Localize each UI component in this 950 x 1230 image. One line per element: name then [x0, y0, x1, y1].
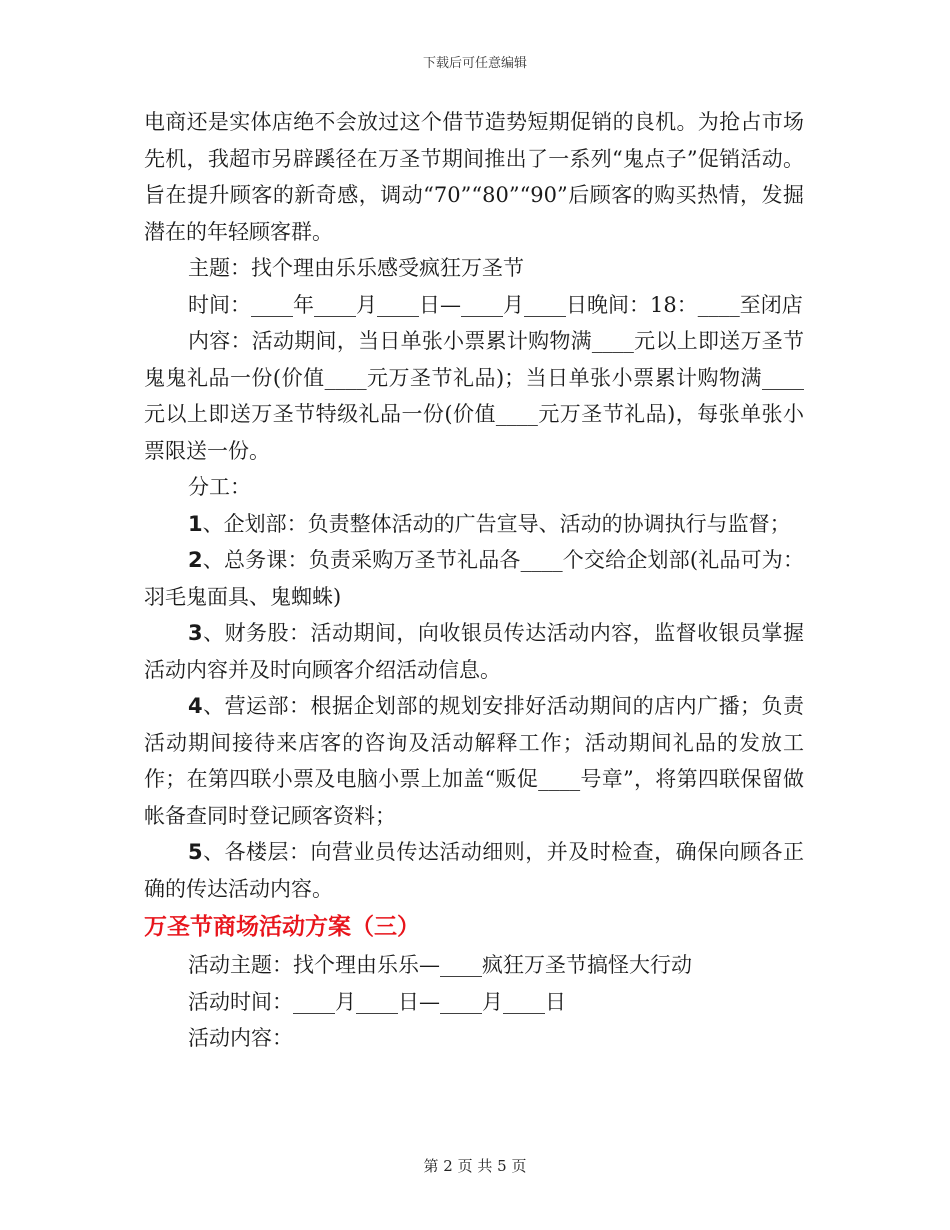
page-header-note: 下载后可任意编辑	[422, 56, 527, 71]
division-text: 、财务股：活动期间，向收银员传达活动内容，监督收银员掌握活动内容并及时向顾客介绍活动信息。	[144, 621, 804, 682]
division-item	[144, 615, 804, 688]
time-line: 时间：____年____月____日—____月____日晚间：18：____至闭店	[188, 292, 803, 317]
division-item	[144, 542, 804, 615]
division-number: 4	[188, 694, 203, 718]
content-paragraph: 内容：活动期间，当日单张小票累计购物满____元以上即送万圣节鬼鬼礼品一份(价值____元万圣节礼品)；当日单张小票累计购物满____元以上即送万圣节特级礼品一份(价值____元万圣节礼品)，每张单张小票限送一份。	[144, 329, 804, 463]
division-item	[144, 506, 804, 543]
section-title: 万圣节商场活动方案（三）	[144, 913, 420, 940]
division-text: 、企划部：负责整体活动的广告宣导、活动的协调执行与监督；	[202, 511, 791, 536]
division-number: 1	[188, 511, 203, 536]
division-text: 、营运部：根据企划部的规划安排好活动期间的店内广播；负责活动期间接待来店客的咨询及活动解释工作；活动期间礼品的发放工作；在第四联小票及电脑小票上加盖“贩促____号章”，将第四联保留做帐备查同时登记顾客资料；	[144, 694, 804, 828]
division-text: 、总务课：负责采购万圣节礼品各____个交给企划部(礼品可为：羽毛鬼面具、鬼蜘蛛)	[144, 548, 804, 609]
document-body	[144, 104, 804, 1057]
division-text: 、各楼层：向营业员传达活动细则，并及时检查，确保向顾各正确的传达活动内容。	[144, 840, 804, 901]
division-label: 分工：	[188, 475, 251, 499]
division-item	[144, 834, 804, 907]
page-number: 第 2 页 共 5 页	[423, 1157, 527, 1175]
division-number: 5	[188, 840, 203, 864]
intro-paragraph: 电商还是实体店绝不会放过这个借节造势短期促销的良机。为抢占市场先机，我超市另辟蹊径在万圣节期间推出了一系列“鬼点子”促销活动。旨在提升顾客的新奇感，调动“70”“80”“90”后顾客的购买热情，发掘潜在的年轻顾客群。	[144, 110, 804, 244]
division-number: 2	[188, 548, 203, 572]
section3-time-line: 活动时间：____月____日—____月____日	[188, 989, 566, 1014]
division-item	[144, 688, 804, 834]
section3-theme-line: 活动主题：找个理由乐乐—____疯狂万圣节搞怪大行动	[188, 953, 692, 977]
division-number: 3	[188, 621, 203, 645]
theme-line: 主题：找个理由乐乐感受疯狂万圣节	[188, 256, 524, 280]
section3-content-label: 活动内容：	[188, 1026, 293, 1050]
